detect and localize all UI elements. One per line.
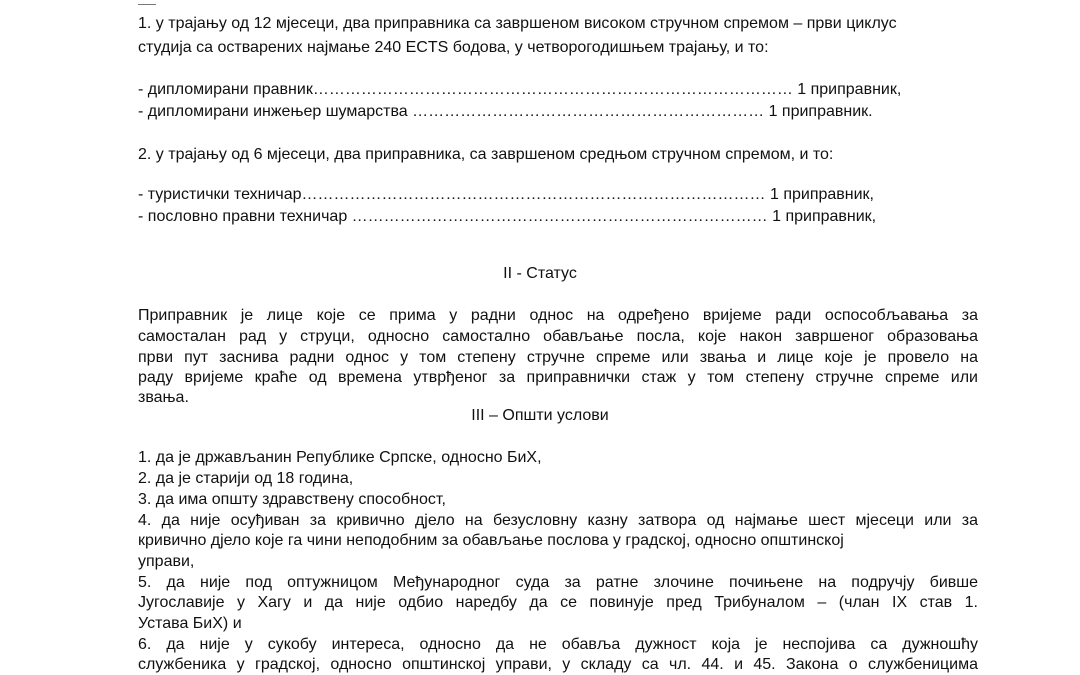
condition-line: управи, xyxy=(138,553,195,570)
condition-line: 6. да није у сукобу интереса, односно да не обавља дужност која је неспојива са дужношћу xyxy=(138,636,978,653)
paragraph-line: раду вријеме краће од времена утврђеног за приправнички стаж у том степену стручне спреме или xyxy=(138,369,978,386)
list-item: - пословно правни техничар …………………………………………………………………… 1 приправник, xyxy=(138,208,877,225)
condition-line: 3. да има општу здравствену способност, xyxy=(138,491,446,508)
section-heading-general-conditions: III – Општи услови xyxy=(471,407,609,424)
list-item: - дипломирани правник……………………………………………………………………………… 1 приправник, xyxy=(138,81,902,98)
condition-line: 5. да није под оптужницом Међународног суда за ратне злочине почињене на подручју бивше xyxy=(138,574,978,591)
condition-line: 2. да је старији од 18 година, xyxy=(138,470,354,487)
condition-line: Југославије у Хагу и да није одбио наредбу да се повинује пред Трибуналом – (члан IX став 1. xyxy=(138,594,978,611)
paragraph-line: први пут заснива радни однос у том степену стручне спреме или звања и лице које је провело на xyxy=(138,349,978,366)
page-edge-mark xyxy=(138,0,156,5)
item-2-line-1: 2. у трајању од 6 мјесеци, два приправника, са завршеном средњом стручном спремом, и то: xyxy=(138,146,834,163)
item-1-line-1: 1. у трајању од 12 мјесеци, два приправника са завршеном високом стручном спремом – први циклус xyxy=(138,15,897,32)
condition-line: Устава БиХ) и xyxy=(138,615,242,632)
condition-line: 1. да је држављанин Републике Српске, односно БиХ, xyxy=(138,449,542,466)
condition-line: кривично дјело које га чини неподобним за обављање послова у градској, односно општинској xyxy=(138,532,844,549)
list-item: - дипломирани инжењер шумарства ………………………………………………………… 1 приправник. xyxy=(138,103,873,120)
paragraph-line: Приправник је лице које се прима у радни однос на одређено вријеме ради оспособљавања за xyxy=(138,307,978,324)
paragraph-line: самосталан рад у струци, односно самостално обављање посла, које након завршеног образовања xyxy=(138,328,978,345)
condition-line: 4. да није осуђиван за кривично дјело на безусловну казну затвора од најмање шест мјесеци или за xyxy=(138,512,978,529)
condition-line: службеника у градској, односно општинској управи, у складу са чл. 44. и 45. Закона о службеницима xyxy=(138,656,978,673)
item-1-line-2: студија са остварених најмање 240 ECTS бодова, у четворогодишњем трајању, и то: xyxy=(138,39,769,56)
section-heading-status: II - Статус xyxy=(503,265,577,282)
list-item: - туристички техничар…………………………………………………………………………… 1 приправник, xyxy=(138,186,874,203)
paragraph-line: звања. xyxy=(138,389,189,406)
